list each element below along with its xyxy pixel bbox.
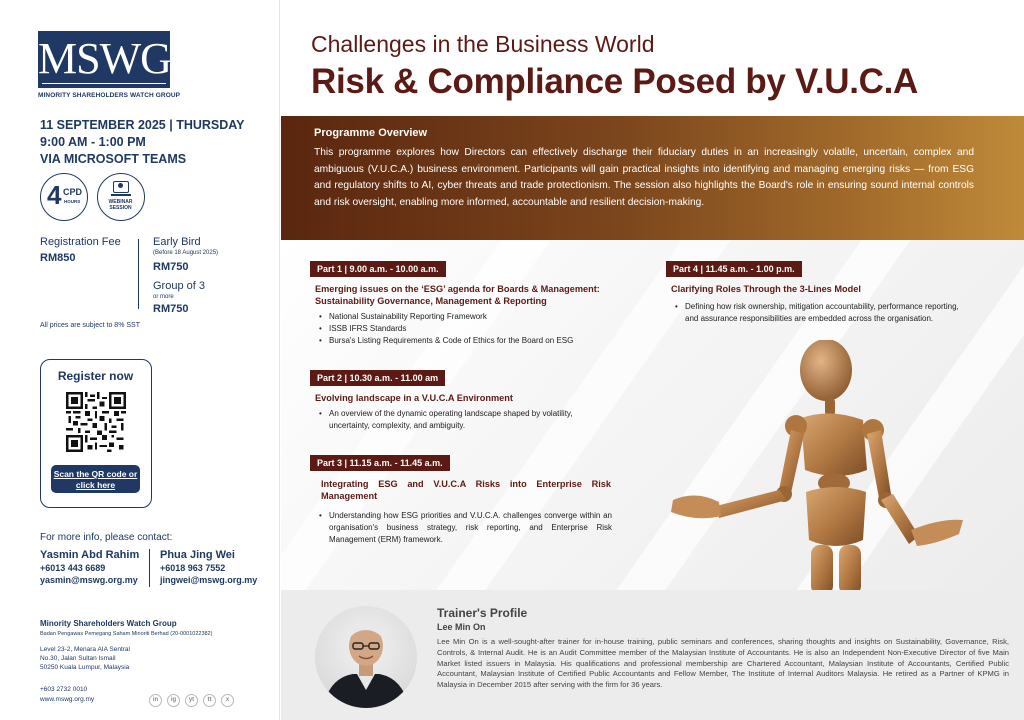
overview-title: Programme Overview bbox=[314, 127, 428, 139]
trainer-profile bbox=[281, 590, 1024, 720]
register-title: Register now bbox=[57, 369, 134, 383]
social-icons bbox=[149, 694, 234, 707]
part-4-tag: Part 4 | 11.45 a.m. - 1.00 p.m. bbox=[666, 261, 802, 277]
contact-email-link[interactable]: jingwei@mswg.org.my bbox=[160, 575, 258, 585]
qr-code-icon[interactable] bbox=[66, 392, 126, 452]
main-content bbox=[281, 0, 1024, 720]
trainer-portrait-icon bbox=[315, 606, 417, 708]
trainer-bio: Lee Min On is a well-sought-after trainer for in-house training, public seminars and conferences, sharing thoughts and insights on Sustainability, Governance, Risk, Controls, & Internal Audit. He is an Audit Committee member of the Malaysian Institute of Accountants. He is also an Independent Non-Executive Director of five Main Market listed issuers in Malaysia. His qualifications and professional membership are Chartered Accountant, Malaysian Institute of Accountants, Certified Public Accountant, Malaysian Institute of Certified Public Accountants and Fellow Member, The Institute of Internal Auditors Malaysia. He retired as a Partner of KPMG in Malaysia in December 2015 after serving with the firm for 36 years. bbox=[437, 637, 1009, 690]
instagram-icon[interactable]: ig bbox=[167, 694, 180, 707]
part-4-list bbox=[673, 301, 973, 325]
part-3-tag: Part 3 | 11.15 a.m. - 11.45 a.m. bbox=[310, 455, 450, 471]
organisation-malay-name: Badan Pengawas Pemegang Saham Minoriti Berhad (20-0001022382) bbox=[40, 631, 213, 637]
part-3-list bbox=[317, 510, 612, 546]
list-item: • Defining how risk ownership, mitigation accountability, performance reporting, and assurance responsibilities are embedded across the organisation. bbox=[673, 301, 973, 325]
organisation-phone: +603 2732 0010 bbox=[40, 686, 88, 693]
group-label: Group of 3 bbox=[153, 280, 205, 292]
contact-divider bbox=[149, 549, 150, 587]
group-note: or more bbox=[153, 294, 174, 300]
contact-name: Phua Jing Wei bbox=[160, 549, 235, 561]
fee-divider bbox=[138, 239, 139, 309]
contact-phone: +6018 963 7552 bbox=[160, 563, 226, 573]
list-item: • National Sustainability Reporting Framework bbox=[317, 311, 617, 323]
part-2-tag: Part 2 | 10.30 a.m. - 11.00 am bbox=[310, 370, 445, 386]
list-item: • Bursa's Listing Requirements & Code of Ethics for the Board on ESG bbox=[317, 335, 617, 347]
trainer-photo-avatar bbox=[315, 606, 417, 708]
part-1-title: Emerging issues on the ‘ESG’ agenda for Boards & Management: Sustainability Governance, Management & Reporting bbox=[315, 284, 600, 306]
part-3-title: Integrating ESG and V.U.C.A Risks into Enterprise Risk Management bbox=[321, 479, 611, 501]
contact-email-link[interactable]: yasmin@mswg.org.my bbox=[40, 575, 138, 585]
overview-text: This programme explores how Directors can effectively discharge their fiduciary duties in an increasingly volatile, uncertain, complex and ambiguous (V.U.C.A.) business environment. Participants will gain practical insights into identifying and managing emerging risks — from ESG and regulatory shifts to AI, cyber threats and trade protectionism. The session also highlights the Board's role in ensuring sound internal controls and risk oversight, enabling more informed, accountable and resilient decision-making. bbox=[314, 147, 974, 208]
registration-fee-label: Registration Fee bbox=[40, 236, 121, 248]
event-time: 9:00 AM - 1:00 PM bbox=[40, 135, 146, 149]
cpd-number: 4 bbox=[47, 180, 62, 210]
headline-subtitle: Challenges in the Business World bbox=[311, 31, 655, 57]
trainer-name: Lee Min On bbox=[437, 622, 486, 632]
registration-fee-value: RM850 bbox=[40, 252, 76, 264]
part-1-tag: Part 1 | 9.00 a.m. - 10.00 a.m. bbox=[310, 261, 446, 277]
register-box bbox=[40, 359, 152, 508]
group-value: RM750 bbox=[153, 303, 189, 315]
list-item: • Understanding how ESG priorities and V.U.C.A. challenges converge within an organisation's business strategy, risk reporting, and Enterprise Risk Management (ERM) framework. bbox=[317, 510, 612, 546]
programme-schedule bbox=[281, 240, 1024, 590]
wooden-mannequin-image bbox=[641, 340, 981, 590]
event-date: 11 SEPTEMBER 2025 | THURSDAY bbox=[40, 118, 245, 132]
webinar-monitor-icon bbox=[113, 181, 129, 193]
event-venue: VIA MICROSOFT TEAMS bbox=[40, 152, 187, 166]
event-details bbox=[40, 117, 245, 168]
tax-note: All prices are subject to 8% SST bbox=[40, 322, 140, 329]
early-bird-label: Early Bird bbox=[153, 236, 201, 248]
x-icon[interactable]: x bbox=[221, 694, 234, 707]
list-item: • ISSB IFRS Standards bbox=[317, 323, 617, 335]
list-item: • An overview of the dynamic operating landscape shaped by volatility, uncertainty, complexity, and ambiguity. bbox=[317, 408, 597, 432]
trainer-heading: Trainer's Profile bbox=[437, 606, 528, 620]
part-2-list bbox=[317, 408, 597, 432]
cpd-label: CPD bbox=[63, 187, 83, 197]
cpd-badge bbox=[40, 173, 88, 221]
contact-name: Yasmin Abd Rahim bbox=[40, 549, 140, 561]
tiktok-icon[interactable]: tt bbox=[203, 694, 216, 707]
webinar-badge bbox=[97, 173, 145, 221]
logo-text: MSWG bbox=[38, 34, 171, 83]
part-4-title: Clarifying Roles Through the 3-Lines Model bbox=[671, 284, 861, 294]
cpd-hours-label: HOURS bbox=[64, 199, 81, 204]
programme-overview bbox=[281, 116, 1024, 240]
logo-subtitle: MINORITY SHAREHOLDERS WATCH GROUP bbox=[38, 92, 181, 99]
mswg-logo bbox=[38, 31, 170, 88]
scan-qr-button[interactable]: Scan the QR code or click here bbox=[51, 465, 140, 493]
organisation-name: Minority Shareholders Watch Group bbox=[40, 619, 177, 628]
linkedin-icon[interactable]: in bbox=[149, 694, 162, 707]
part-1-list bbox=[317, 311, 617, 347]
youtube-icon[interactable]: yt bbox=[185, 694, 198, 707]
organisation-website-link[interactable]: www.mswg.org.my bbox=[40, 696, 95, 703]
early-bird-note: (Before 18 August 2025) bbox=[153, 250, 219, 256]
webinar-label: WEBINAR SESSION bbox=[108, 199, 133, 211]
part-2-title: Evolving landscape in a V.U.C.A Environment bbox=[315, 393, 513, 403]
organisation-address: Level 23-2, Menara AIA Sentral No.30, Jalan Sultan Ismail 50250 Kuala Lumpur, Malaysia bbox=[40, 646, 130, 671]
headline-title: Risk & Compliance Posed by V.U.C.A bbox=[311, 62, 919, 101]
contact-phone: +6013 443 6689 bbox=[40, 563, 106, 573]
contact-heading: For more info, please contact: bbox=[40, 532, 173, 543]
left-sidebar bbox=[0, 0, 280, 720]
early-bird-value: RM750 bbox=[153, 261, 189, 273]
